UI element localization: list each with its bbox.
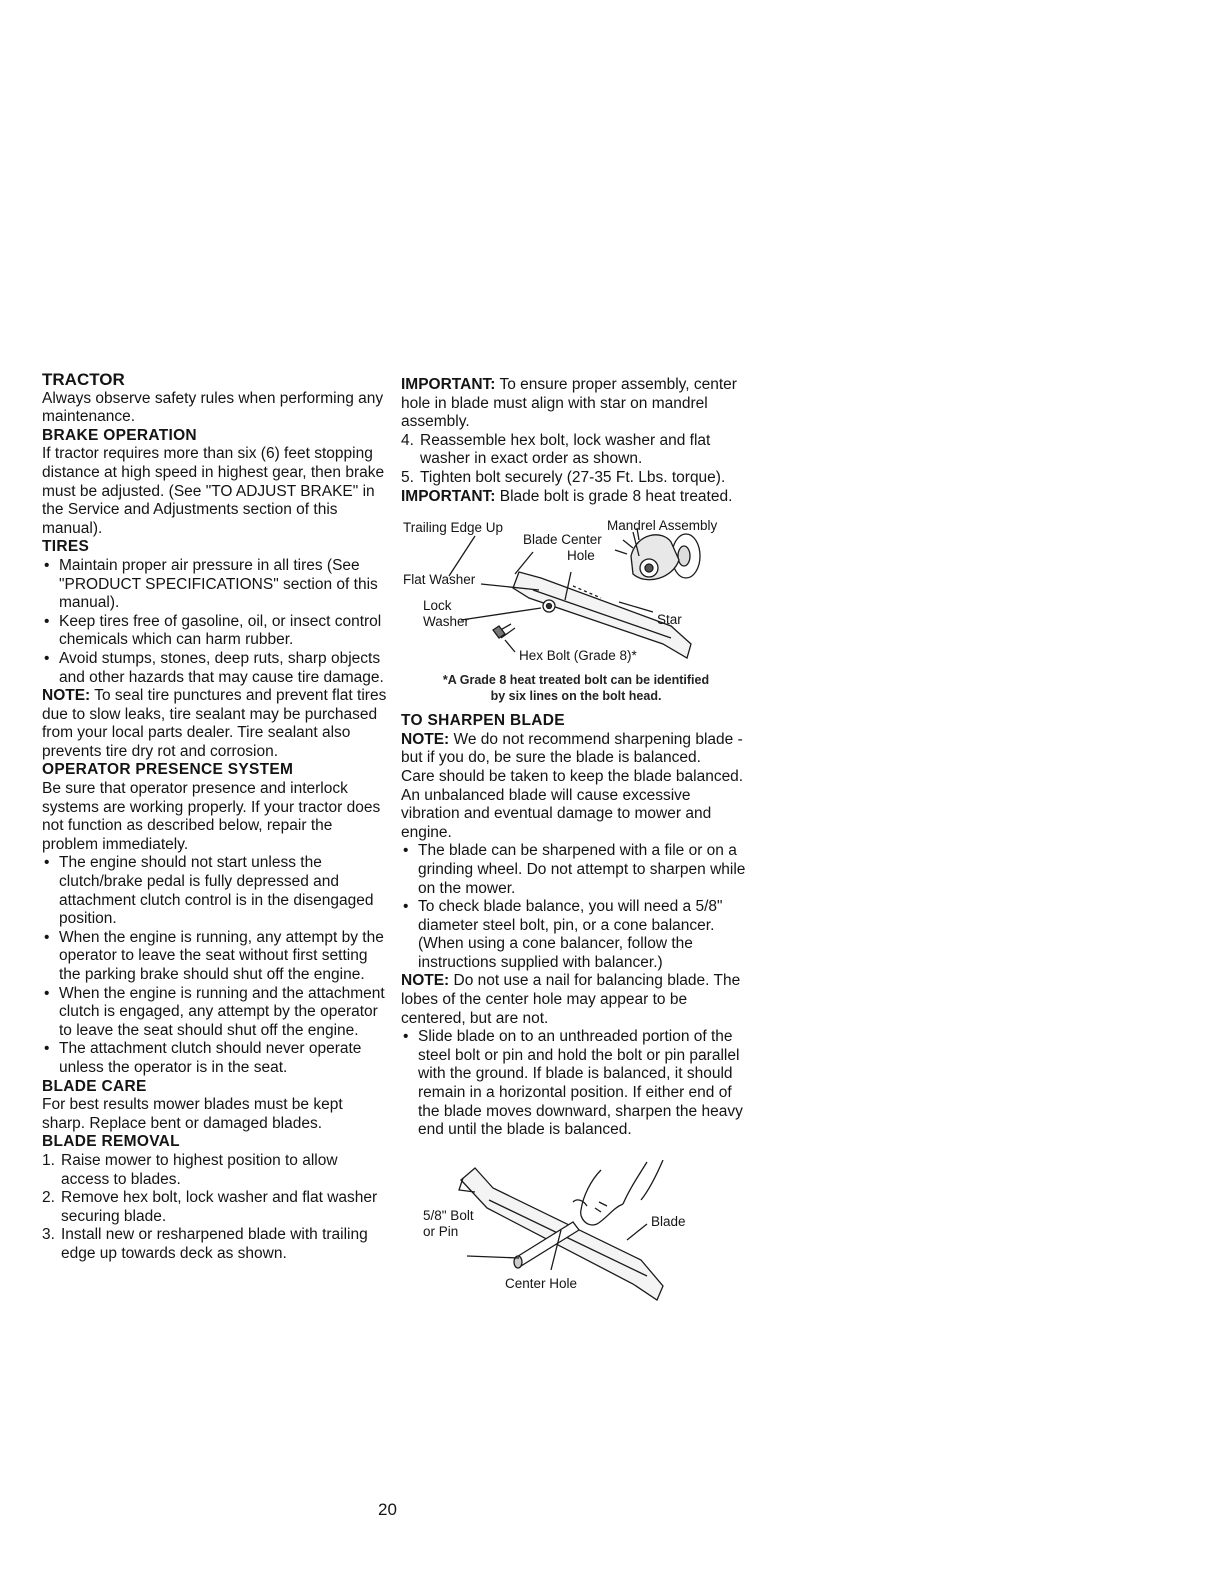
step-number: 4. xyxy=(401,431,414,449)
figure-caption-line2: by six lines on the bolt head. xyxy=(490,689,662,704)
balance-note xyxy=(401,972,751,1028)
list-item: • Slide blade on to an unthreaded portion of the steel bolt or pin and hold the bolt or pin parallel with the ground. If blade is balanced, it should remain in a horizontal position. If either end of the blade moves downward, sharpen the heavy end until the blade is balanced. xyxy=(401,1028,751,1140)
list-item: • When the engine is running and the attachment clutch is engaged, any attempt by the operator to leave the seat should shut off the engine. xyxy=(42,985,387,1041)
list-item: • To check blade balance, you will need a 5/8" diameter steel bolt, pin, or a cone balancer. (When using a cone balancer, follow the instructions supplied with balancer.) xyxy=(401,898,751,972)
tractor-heading: TRACTOR xyxy=(42,370,125,389)
list-item: • Keep tires free of gasoline, oil, or insect control chemicals which can harm rubber. xyxy=(42,613,387,650)
list-item xyxy=(401,432,751,469)
step-number: 5. xyxy=(401,468,414,486)
center-hole-label: Center Hole xyxy=(505,1275,578,1291)
blade-removal-steps xyxy=(42,1152,387,1264)
lock-label: Lock xyxy=(423,598,452,614)
blade-care-text: For best results mower blades must be kept sharp. Replace bent or damaged blades. xyxy=(42,1096,343,1132)
important-alignment xyxy=(401,376,751,432)
tires-note-text: To seal tire punctures and prevent flat tires due to slow leaks, tire sealant may be purchased from your local parts dealer. Tire sealant also prevents tire dry rot and corrosion. xyxy=(42,687,387,760)
operator-presence-list xyxy=(42,854,387,1077)
right-column xyxy=(401,376,751,1320)
important-label: IMPORTANT: xyxy=(401,376,496,393)
tractor-intro: Always observe safety rules when performing any maintenance. xyxy=(42,389,384,426)
sharpen-blade-heading: TO SHARPEN BLADE xyxy=(401,712,565,730)
blade-care-heading: BLADE CARE xyxy=(42,1077,147,1095)
list-item xyxy=(42,1226,387,1263)
bolt-label-line1: 5/8" Bolt xyxy=(423,1207,474,1223)
brake-operation-heading: BRAKE OPERATION xyxy=(42,426,197,444)
operator-presence-heading: OPERATOR PRESENCE SYSTEM xyxy=(42,761,294,779)
important-bolt-text: Blade bolt is grade 8 heat treated. xyxy=(499,487,733,505)
tires-heading: TIRES xyxy=(42,538,90,556)
step-text: Raise mower to highest position to allow access to blades. xyxy=(61,1151,338,1188)
step-number: 3. xyxy=(42,1226,55,1244)
blade-balance-figure xyxy=(401,1160,751,1320)
page-number: 20 xyxy=(378,1500,397,1519)
list-item: • The blade can be sharpened with a file or on a grinding wheel. Do not attempt to sharpen while on the mower. xyxy=(401,842,751,898)
tires-note xyxy=(42,687,387,761)
blade-center-label: Blade Center xyxy=(523,532,602,548)
list-item: • Maintain proper air pressure in all tires (See "PRODUCT SPECIFICATIONS" section of this manual). xyxy=(42,557,387,613)
list-item xyxy=(42,1152,387,1189)
step-text: Install new or resharpened blade with trailing edge up towards deck as shown. xyxy=(61,1226,368,1262)
blade-label: Blade xyxy=(651,1213,686,1229)
important-alignment-text: To ensure proper assembly, center hole in blade must align with star on mandrel assembly. xyxy=(401,376,737,431)
balance-list xyxy=(401,1028,751,1140)
sharpen-note-text: We do not recommend sharpening blade - but if you do, be sure the blade is balanced. xyxy=(401,730,743,767)
list-item: • Avoid stumps, stones, deep ruts, sharp objects and other hazards that may cause tire damage. xyxy=(42,650,387,687)
list-item xyxy=(401,469,751,488)
important-label: IMPORTANT: xyxy=(401,487,496,505)
mandrel-assembly-label: Mandrel Assembly xyxy=(607,518,718,534)
note-label: NOTE: xyxy=(401,730,450,748)
figure-caption-line1: *A Grade 8 heat treated bolt can be identified xyxy=(442,673,710,688)
star-label: Star xyxy=(657,612,682,628)
left-column xyxy=(42,371,387,1264)
step-number: 1. xyxy=(42,1151,55,1169)
note-label: NOTE: xyxy=(401,972,450,990)
list-item: • The attachment clutch should never operate unless the operator is in the seat. xyxy=(42,1040,387,1077)
step-text: Tighten bolt securely (27-35 Ft. Lbs. torque). xyxy=(420,468,726,486)
step-text: Reassemble hex bolt, lock washer and flat washer in exact order as shown. xyxy=(420,431,711,468)
brake-operation-text: If tractor requires more than six (6) feet stopping distance at high speed in highest gear, then brake must be adjusted. (See "TO ADJUST BRAKE" in the Service and Adjustments section of this manual). xyxy=(42,445,385,537)
tires-list xyxy=(42,557,387,687)
list-item: • The engine should not start unless the clutch/brake pedal is fully depressed and attachment clutch control is in the disengaged position. xyxy=(42,854,387,928)
operator-presence-text: Be sure that operator presence and interlock systems are working properly. If your tractor does not function as described below, repair the problem immediately. xyxy=(42,780,381,853)
washer-label: Washer xyxy=(423,614,470,630)
bolt-label-line2: or Pin xyxy=(423,1223,459,1239)
hex-bolt-label: Hex Bolt (Grade 8)* xyxy=(519,648,637,664)
hole-label: Hole xyxy=(567,548,595,564)
note-label: NOTE: xyxy=(42,687,91,705)
blade-removal-heading: BLADE REMOVAL xyxy=(42,1133,180,1151)
trailing-edge-label: Trailing Edge Up xyxy=(403,520,504,536)
important-bolt xyxy=(401,488,751,507)
sharpen-note xyxy=(401,731,751,768)
list-item: • When the engine is running, any attempt by the operator to leave the seat without first setting the parking brake should shut off the engine. xyxy=(42,929,387,985)
blade-assembly-figure xyxy=(401,516,751,672)
step-text: Remove hex bolt, lock washer and flat washer securing blade. xyxy=(61,1189,378,1225)
list-item xyxy=(42,1189,387,1226)
reassembly-steps xyxy=(401,432,751,488)
blade-balance-drawing xyxy=(401,1160,751,1320)
step-number: 2. xyxy=(42,1189,55,1207)
sharpen-text: Care should be taken to keep the blade balanced. An unbalanced blade will cause excessive vibration and eventual damage to mower and engine. xyxy=(401,767,744,841)
flat-washer-label: Flat Washer xyxy=(403,572,476,588)
balance-note-text: Do not use a nail for balancing blade. The lobes of the center hole may appear to be centered, but are not. xyxy=(401,972,741,1027)
sharpen-list xyxy=(401,842,751,972)
